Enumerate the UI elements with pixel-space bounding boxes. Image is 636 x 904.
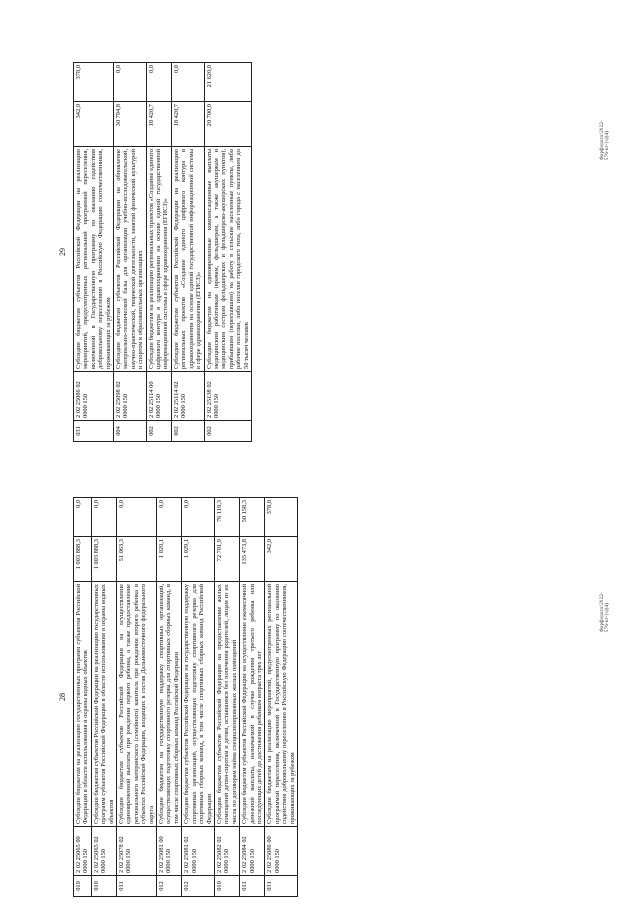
row-value-2: 0,0: [182, 498, 215, 537]
row-value-2: 50 158,3: [240, 498, 265, 537]
row-value-1: 20 700,0: [204, 102, 251, 147]
table-row: [117, 498, 157, 897]
row-code: 012: [182, 876, 215, 897]
row-value-1: 30 794,8: [114, 102, 147, 147]
row-name: Субсидии бюджетам субъектов Российской Федерации на обновление материально-технической базы для организации учебно-исследовательской, научно-практической, творческой деятельности, занятий физической культурой и спортом в образовательных организациях: [114, 147, 147, 372]
row-kbk: 2 02 25065 00 0000 150: [74, 827, 92, 876]
row-value-2: 0,0: [171, 63, 204, 102]
row-value-1: 51 063,3: [117, 537, 157, 582]
row-code: 002: [204, 421, 251, 442]
row-name: Субсидии бюджетам субъектов Российской Федерации на осуществление единовременной выплаты при рождении первого ребенка, а также предоставление регионального материнского (семейного) капитала при рождении второго ребенка в субъектах Российской Федерации, входящих в состав Дальневосточного федерального округа: [117, 582, 157, 827]
row-code: 012: [157, 876, 182, 897]
table-row: [265, 498, 298, 897]
row-name: Субсидии бюджетам на единовременные компенсационные выплаты медицинским работникам (врачам, фельдшерам, а также акушеркам и медицинским сестрам фельдшерских и фельдшерско-акушерских пунктов), прибывшим (переехавшим) на работу в сельские населенные пункты, либо рабочие поселки, либо поселки городского типа, либо города с населением до 50 тысяч человек: [204, 147, 251, 372]
row-value-2: 76 119,3: [214, 498, 239, 537]
row-name: Субсидии бюджетам субъектов Российской Федерации на осуществление ежемесячной денежной выплаты, назначаемой в случае рождения третьего ребенка или последующих детей до достижения ребенком возраста трех лет: [240, 582, 265, 827]
budget-table: [73, 62, 252, 442]
table-row: [146, 63, 171, 442]
row-kbk: 2 02 25086 02 0000 150: [74, 372, 114, 421]
row-code: 002: [171, 421, 204, 442]
row-kbk: 2 02 25084 02 0000 150: [240, 827, 265, 876]
row-kbk: 2 02 25078 02 0000 150: [117, 827, 157, 876]
row-code: 002: [146, 421, 171, 442]
row-code: 004: [114, 421, 147, 442]
page-number: 29: [58, 248, 67, 256]
row-code: 031: [265, 876, 298, 897]
row-name: Субсидии бюджетам субъектов Российской Федерации на реализацию государственных программ субъектов Российской Федерации в области использования и охраны водных объектов: [91, 582, 116, 827]
row-kbk: 2 02 25138 02 0000 150: [204, 372, 251, 421]
row-value-1: 1 003 888,3: [74, 537, 92, 582]
table-row: [182, 498, 215, 897]
row-name: Субсидии бюджетам субъектов Российской Федерации на государственную поддержку спортивных организаций, осуществляющих подготовку спортивного резерва для спортивных сборных команд, в том числе спортивных сборных команд Российской Федерации: [182, 582, 215, 827]
row-code: 010: [214, 876, 239, 897]
row-value-2: 21 620,0: [204, 63, 251, 102]
row-name: Субсидии бюджетам на реализацию мероприятий, предусмотренных региональной программой переселения, включенной в Государственную программу по оказанию содействия добровольному переселению в Российскую Федерацию соотечественников, проживающих за рубежом: [265, 582, 298, 827]
table-row: [240, 498, 265, 897]
row-value-1: 342,0: [74, 102, 114, 147]
table-row: [91, 498, 116, 897]
row-code: 011: [117, 876, 157, 897]
row-code: 011: [240, 876, 265, 897]
row-code: 010: [74, 876, 92, 897]
table-row: [214, 498, 239, 897]
lower-page: [0, 452, 636, 904]
row-value-2: 378,0: [265, 498, 298, 537]
row-value-2: 0,0: [74, 498, 92, 537]
row-name: Субсидии бюджетам на реализацию государственных программ субъектов Российской Федерации в области использования и охраны водных объектов: [74, 582, 92, 827]
row-kbk: 2 02 25114 02 0000 150: [171, 372, 204, 421]
row-value-2: 0,0: [117, 498, 157, 537]
row-value-2: 0,0: [146, 63, 171, 102]
row-kbk: 2 02 25081 02 0000 150: [182, 827, 215, 876]
row-value-1: 18 420,7: [171, 102, 204, 147]
row-value-1: 1 003 888,3: [91, 537, 116, 582]
row-kbk: 2 02 25065 02 0000 150: [91, 827, 116, 876]
row-value-2: 0,0: [157, 498, 182, 537]
row-value-1: 72 701,9: [214, 537, 239, 582]
table-row: [74, 498, 92, 897]
row-value-1: 1 029,1: [157, 537, 182, 582]
table-row: [204, 63, 251, 442]
row-value-1: 18 420,7: [146, 102, 171, 147]
row-name: Субсидии бюджетам на государственную поддержку спортивных организаций, осуществляющих подготовку спортивного резерва для спортивных сборных команд, в том числе спортивных сборных команд Российской Федерации: [157, 582, 182, 827]
row-code: 010: [91, 876, 116, 897]
row-value-2: 0,0: [114, 63, 147, 102]
table-row: [157, 498, 182, 897]
row-kbk: 2 02 25081 00 0000 150: [157, 827, 182, 876]
row-kbk: 2 02 25086 00 0000 150: [265, 827, 298, 876]
row-name: Субсидии бюджетам субъектов Российской Федерации на предоставление жилых помещений детям-сиротам и детям, оставшимся без попечения родителей, лицам из их числа по договорам найма специализированных жилых помещений: [214, 582, 239, 827]
row-value-1: 342,0: [265, 537, 298, 582]
row-kbk: 2 02 25082 02 0000 150: [214, 827, 239, 876]
row-code: 031: [74, 421, 114, 442]
lower-page-content: [58, 497, 578, 897]
row-name: Субсидии бюджетам субъектов Российской Федерации на реализацию региональных проектов «Создание единого цифрового контура в здравоохранении на основе единой государственной информационной системы в сфере здравоохранения (ЕГИСЗ)»: [171, 147, 204, 372]
table-row: [74, 63, 114, 442]
row-kbk: 2 02 25114 00 0000 150: [146, 372, 171, 421]
row-name: Субсидии бюджетам на реализацию региональных проектов «Создание единого цифрового контура в здравоохранении на основе единой государственной информационной системы в сфере здравоохранения (ЕГИСЗ)»: [146, 147, 171, 372]
page-number: 28: [58, 693, 67, 701]
row-name: Субсидии бюджетам субъектов Российской Федерации на реализацию мероприятий, предусмотренных региональной программой переселения, включенной в Государственную программу по оказанию содействия добровольному переселению в Российскую Федерацию соотечественников, проживающих за рубежом: [74, 147, 114, 372]
row-value-1: 1 029,1: [182, 537, 215, 582]
table-row: [171, 63, 204, 442]
row-kbk: 2 02 25098 02 0000 150: [114, 372, 147, 421]
row-value-2: 378,0: [74, 63, 114, 102]
row-value-2: 0,0: [91, 498, 116, 537]
budget-table: [73, 497, 298, 897]
row-value-1: 135 473,8: [240, 537, 265, 582]
footer-code: Фарфорктл/2022-576-кт-(з)(4): [600, 120, 610, 160]
upper-page-content: [58, 62, 578, 442]
table-row: [114, 63, 147, 442]
footer-code: Фарфорктл/2022-576-кт-(з)(4): [600, 592, 610, 632]
